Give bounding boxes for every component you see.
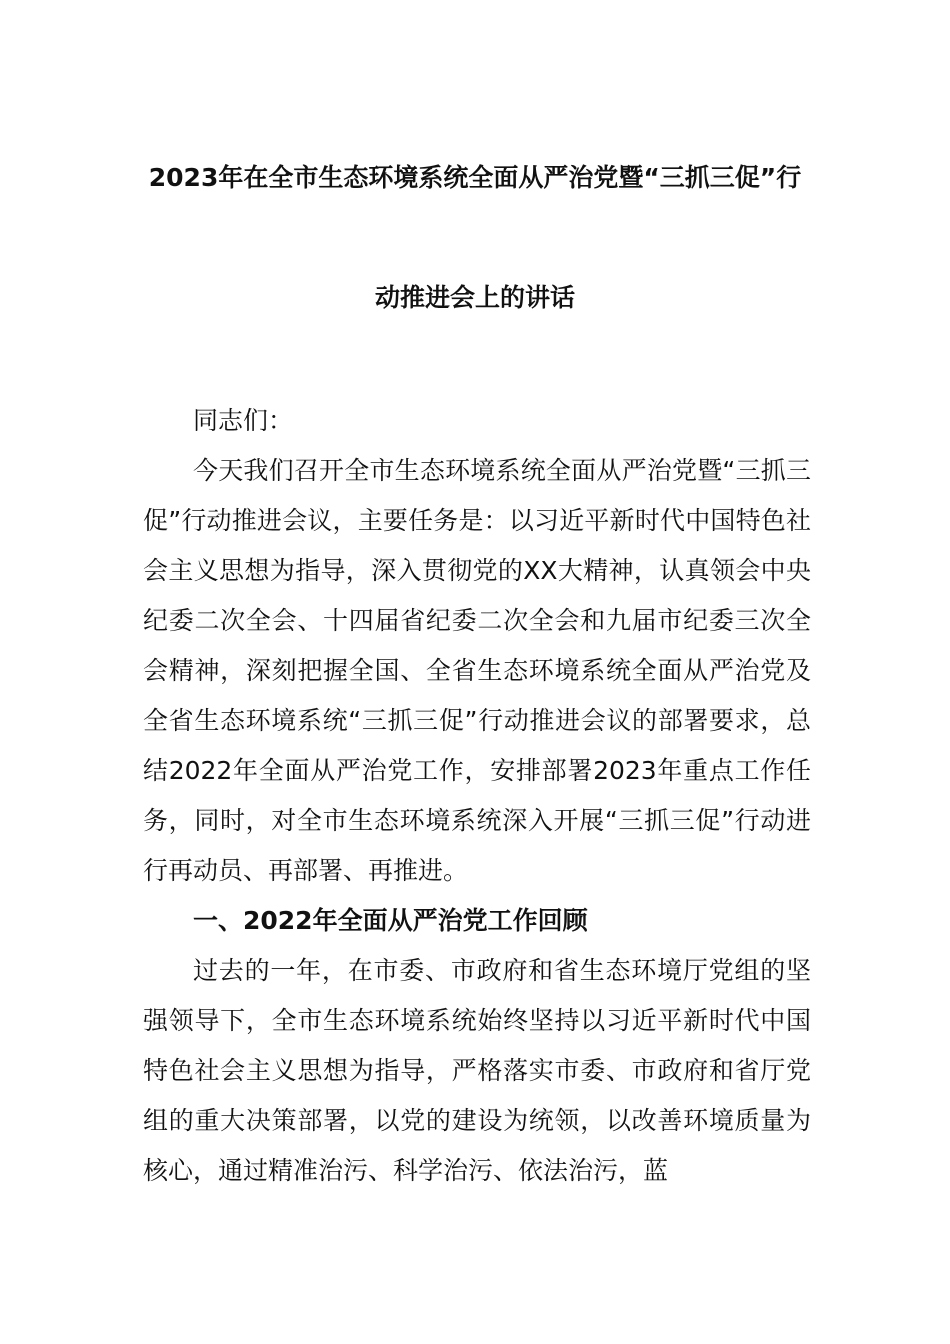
paragraph-intro: 今天我们召开全市生态环境系统全面从严治党暨“三抓三促”行动推进会议，主要任务是：以习近平新时代中国特色社会主义思想为指导，深入贯彻党的XX大精神，认真领会中央纪委二次全会、十四届省纪委二次全会和九届市纪委三次全会精神，深刻把握全国、全省生态环境系统全面从严治党及全省生态环境系统“三抓三促”行动推进会议的部署要求，总结2022年全面从严治党工作，安排部署2023年重点工作任务，同时，对全市生态环境系统深入开展“三抓三促”行动进行再动员、再部署、再推进。 [143,456,811,885]
document-title-line-1: 2023年在全市生态环境系统全面从严治党暨“三抓三促”行 [148,163,802,192]
paragraph-review: 过去的一年，在市委、市政府和省生态环境厅党组的坚强领导下，全市生态环境系统始终坚持以习近平新时代中国特色社会主义思想为指导，严格落实市委、市政府和省厅党组的重大决策部署，以党的建设为统领，以改善环境质量为核心，通过精准治污、科学治污、依法治污，蓝 [143,956,811,1185]
document-title-line-2: 动推进会上的讲话 [374,283,575,312]
document-body [143,396,811,1196]
section-heading-1: 一、2022年全面从严治党工作回顾 [193,906,588,935]
salutation: 同志们： [193,406,294,435]
